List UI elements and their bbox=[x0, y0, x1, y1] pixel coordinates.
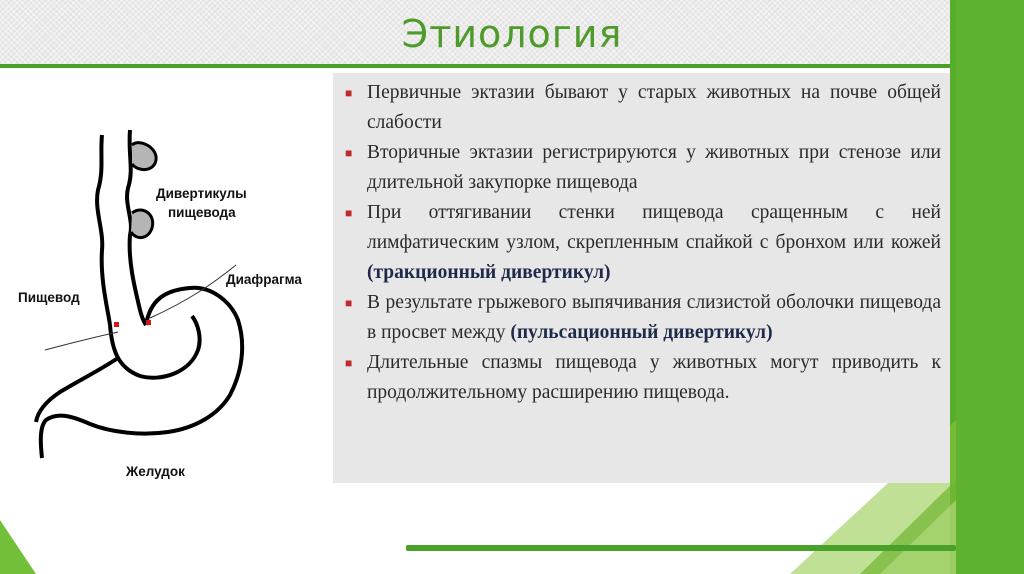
bottom-accent-line bbox=[406, 545, 956, 551]
list-item bbox=[343, 138, 941, 198]
label-diverticula-2: пищевода bbox=[168, 205, 236, 220]
label-esophagus: Пищевод bbox=[18, 290, 80, 305]
square-bullet-icon: ■ bbox=[345, 206, 353, 220]
marker-red-left bbox=[114, 322, 119, 327]
esophagus-stomach-diagram bbox=[0, 110, 330, 500]
esophagus-left-wall bbox=[97, 135, 110, 325]
marker-red-right bbox=[146, 320, 151, 325]
square-bullet-icon: ■ bbox=[345, 296, 353, 310]
square-bullet-icon: ■ bbox=[345, 86, 353, 100]
bullet-text: Длительные спазмы пищевода у животных могут приводить к продолжительному расширению пищевода. bbox=[367, 352, 941, 403]
bullet-emphasis: (тракционный дивертикул) bbox=[367, 262, 611, 283]
diaphragm-line-right bbox=[150, 265, 236, 318]
label-diaphragm: Диафрагма bbox=[226, 272, 302, 287]
diverticulum-lower bbox=[131, 210, 153, 238]
corner-accent bbox=[0, 520, 36, 574]
bullet-list bbox=[343, 78, 941, 408]
slide-title: Этиология bbox=[401, 12, 623, 56]
bullet-text: При оттягивании стенки пищевода сращенным с ней лимфатическим узлом, скрепленным спайкой с бронхом или кожей bbox=[367, 202, 941, 253]
stomach-lesser-curvature bbox=[110, 316, 200, 378]
label-diverticula-1: Дивертикулы bbox=[156, 186, 247, 201]
bullet-text: В результате грыжевого выпячивания слизистой оболочки пищевода в просвет между bbox=[367, 292, 941, 343]
bullet-emphasis: (пульсационный дивертикул) bbox=[510, 322, 773, 343]
list-item bbox=[343, 348, 941, 408]
bullet-text: Вторичные эктазии регистрируются у животных при стенозе или длительной закупорке пищевода bbox=[367, 142, 941, 193]
diaphragm-line-left bbox=[45, 332, 118, 350]
bullet-text: Первичные эктазии бывают у старых животных на почве общей слабости bbox=[367, 82, 941, 133]
diverticulum-upper bbox=[132, 143, 156, 170]
square-bullet-icon: ■ bbox=[345, 146, 353, 160]
square-bullet-icon: ■ bbox=[345, 356, 353, 370]
duodenum-upper bbox=[36, 358, 118, 422]
label-stomach: Желудок bbox=[126, 464, 185, 479]
list-item bbox=[343, 78, 941, 138]
list-item bbox=[343, 198, 941, 288]
list-item bbox=[343, 288, 941, 348]
